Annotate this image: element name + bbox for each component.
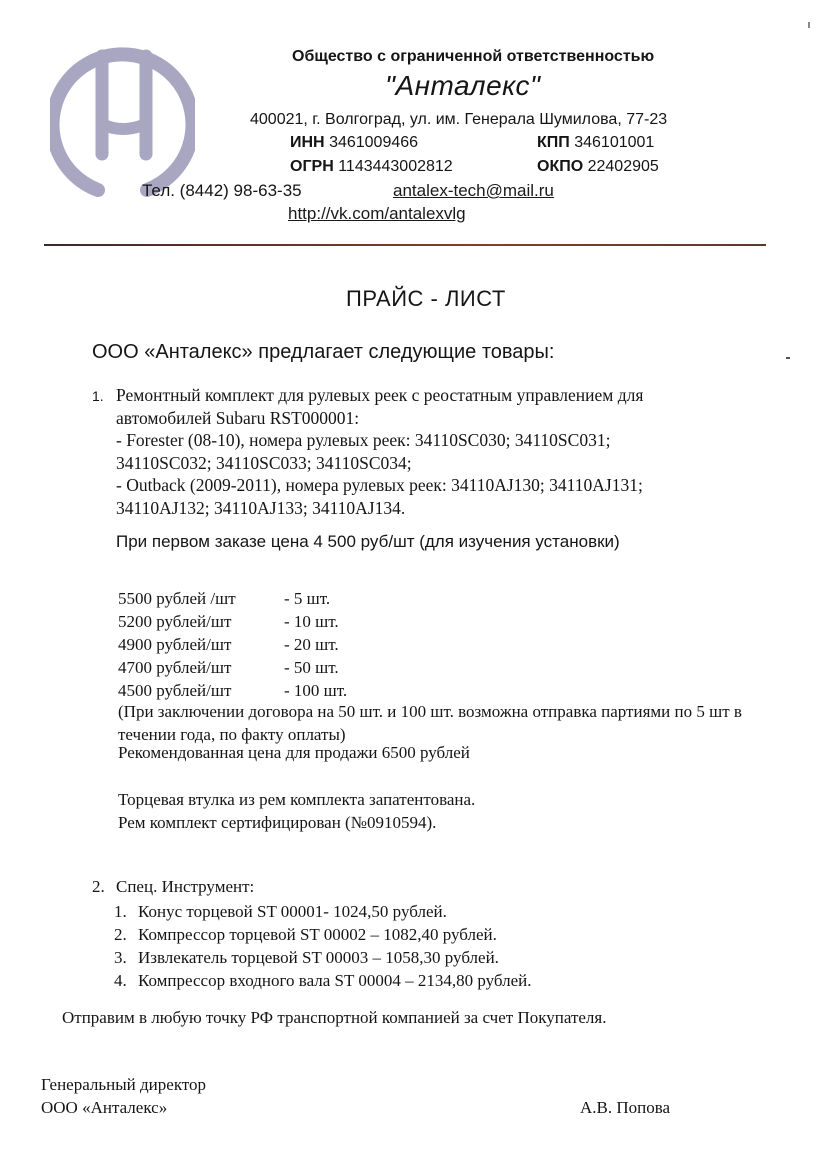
item1-line: Ремонтный комплект для рулевых реек с реостатным управлением для [116,385,644,405]
scan-speck [786,357,790,359]
item1-line: автомобилей Subaru RST000001: [116,407,360,428]
org-form: Общество с ограниченной ответственностью [292,48,655,65]
ogrn-label: ОГРН [290,158,334,175]
tool-number: 4. [114,971,127,990]
tool-number: 3. [114,948,127,967]
inn-label: ИНН [290,134,325,151]
email-link[interactable]: antalex-tech@mail.ru [393,181,554,200]
patent-note: Торцевая втулка из рем комплекта запатентована. [118,790,476,809]
item1-description [116,384,726,519]
tool-item [114,923,531,946]
tool-number: 1. [114,902,127,921]
logo-crossbar [102,124,146,129]
batch-note: (При заключении договора на 50 шт. и 100 шт. возможна отправка партиями по 5 шт в течении года, по факту оплаты) [118,702,742,744]
item1-line: - Forester (08-10), номера рулевых реек: 34110SC030; 34110SC031; [116,430,611,450]
item1-number: 1. [92,388,104,404]
price-quantity: - 10 шт. [284,612,339,631]
kpp-label: КПП [537,134,570,151]
price-quantity: - 50 шт. [284,658,339,677]
logo-ring [52,54,192,190]
recommended-price: Рекомендованная цена для продажи 6500 рублей [118,743,470,762]
inn [290,134,418,152]
ogrn [290,158,453,176]
tool-item [114,969,531,992]
signatory-name: А.В. Попова [580,1098,671,1117]
tool-text: Конус торцевой ST 00001- 1024,50 рублей. [138,902,447,921]
company-logo [50,42,195,197]
phone: Тел. (8442) 98-63-35 [142,181,302,200]
price-quantity: - 100 шт. [284,681,348,700]
certificate-note: Рем комплект сертифицирован (№0910594). [118,813,437,832]
price-value: 4900 рублей/шт [118,635,232,654]
first-order-price: При первом заказе цена 4 500 руб/шт (для изучения установки) [116,532,620,551]
director-position: Генеральный директор [41,1075,207,1094]
shipping-note: Отправим в любую точку РФ транспортной компанией за счет Покупателя. [62,1008,607,1027]
okpo-label: ОКПО [537,158,584,175]
document-title: ПРАЙС - ЛИСТ [346,286,506,311]
tool-list [114,900,531,992]
tool-number: 2. [114,925,127,944]
price-quantity: - 5 шт. [284,589,331,608]
price-quantity: - 20 шт. [284,635,339,654]
okpo-value: 22402905 [587,158,659,175]
header-divider [44,244,766,246]
director-company: ООО «Анталекс» [41,1098,168,1117]
item2-number: 2. [92,877,105,896]
kpp-value: 346101001 [574,134,655,151]
inn-value: 3461009466 [329,134,419,151]
tool-text: Извлекатель торцевой ST 00003 – 1058,30 рублей. [138,948,499,967]
price-value: 5200 рублей/шт [118,612,232,631]
tools-title: Спец. Инструмент: [116,877,255,896]
okpo [537,158,659,176]
tool-item [114,900,531,923]
item1-line: - Outback (2009-2011), номера рулевых реек: 34110AJ130; 34110AJ131; [116,475,643,495]
company-address: 400021, г. Волгоград, ул. им. Генерала Шумилова, 77-23 [250,111,668,128]
intro-text: ООО «Анталекс» предлагает следующие товары: [92,341,555,363]
tool-text: Компрессор торцевой ST 00002 – 1082,40 рублей. [138,925,497,944]
tool-item [114,946,531,969]
ogrn-value: 1143443002812 [338,158,453,175]
kpp [537,134,654,152]
item1-line: 34110SC032; 34110SC033; 34110SC034; [116,452,412,473]
tool-text: Компрессор входного вала ST 00004 – 2134,80 рублей. [138,971,532,990]
price-value: 5500 рублей /шт [118,589,236,608]
price-value: 4500 рублей/шт [118,681,232,700]
price-value: 4700 рублей/шт [118,658,232,677]
scan-speck [808,22,810,28]
item1-line: 34110AJ132; 34110AJ133; 34110AJ134. [116,497,406,518]
website-link[interactable]: http://vk.com/antalexvlg [288,204,466,223]
company-name: "Анталекс" [385,70,541,101]
